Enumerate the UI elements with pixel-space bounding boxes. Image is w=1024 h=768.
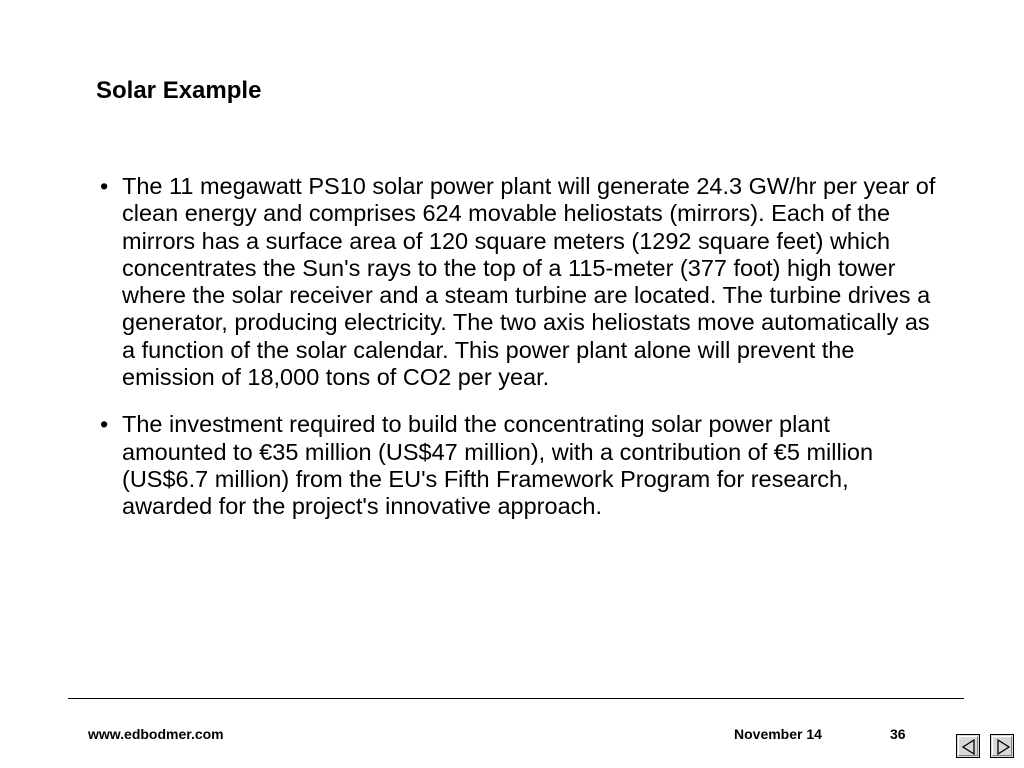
triangle-right-icon — [994, 738, 1012, 756]
bullet-item-plant-description — [100, 173, 940, 391]
bullet-item-investment — [100, 411, 940, 520]
bullet-text: The 11 megawatt PS10 solar power plant will generate 24.3 GW/hr per year of clean energy and comprises 624 movable heliostats (mirrors). Each of the mirrors has a surface area of 120 square meters (1292 square feet) which concentrates the Sun's rays to the top of a 115-meter (377 foot) high tower where the solar receiver and a steam turbine are located. The turbine drives a generator, producing electricity. The two axis heliostats move automatically as a function of the solar calendar. This power plant alone will prevent the emission of 18,000 tons of CO2 per year. — [122, 173, 936, 391]
footer-website: www.edbodmer.com — [88, 726, 224, 742]
next-slide-button[interactable] — [990, 734, 1014, 758]
footer-divider — [68, 698, 964, 699]
footer-page-number: 36 — [890, 726, 906, 742]
bullet-text: The investment required to build the concentrating solar power plant amounted to €35 million (US$47 million), with a contribution of €5 million (US$6.7 million) from the EU's Fifth Framework Program for research, awarded for the project's innovative approach. — [122, 411, 874, 520]
triangle-left-icon — [960, 738, 978, 756]
slide-title: Solar Example — [96, 77, 262, 104]
bullet-list — [100, 173, 940, 541]
footer-date: November 14 — [734, 726, 822, 742]
bullet-mark: • — [100, 173, 109, 199]
bullet-mark: • — [100, 411, 109, 438]
previous-slide-button[interactable] — [956, 734, 980, 758]
